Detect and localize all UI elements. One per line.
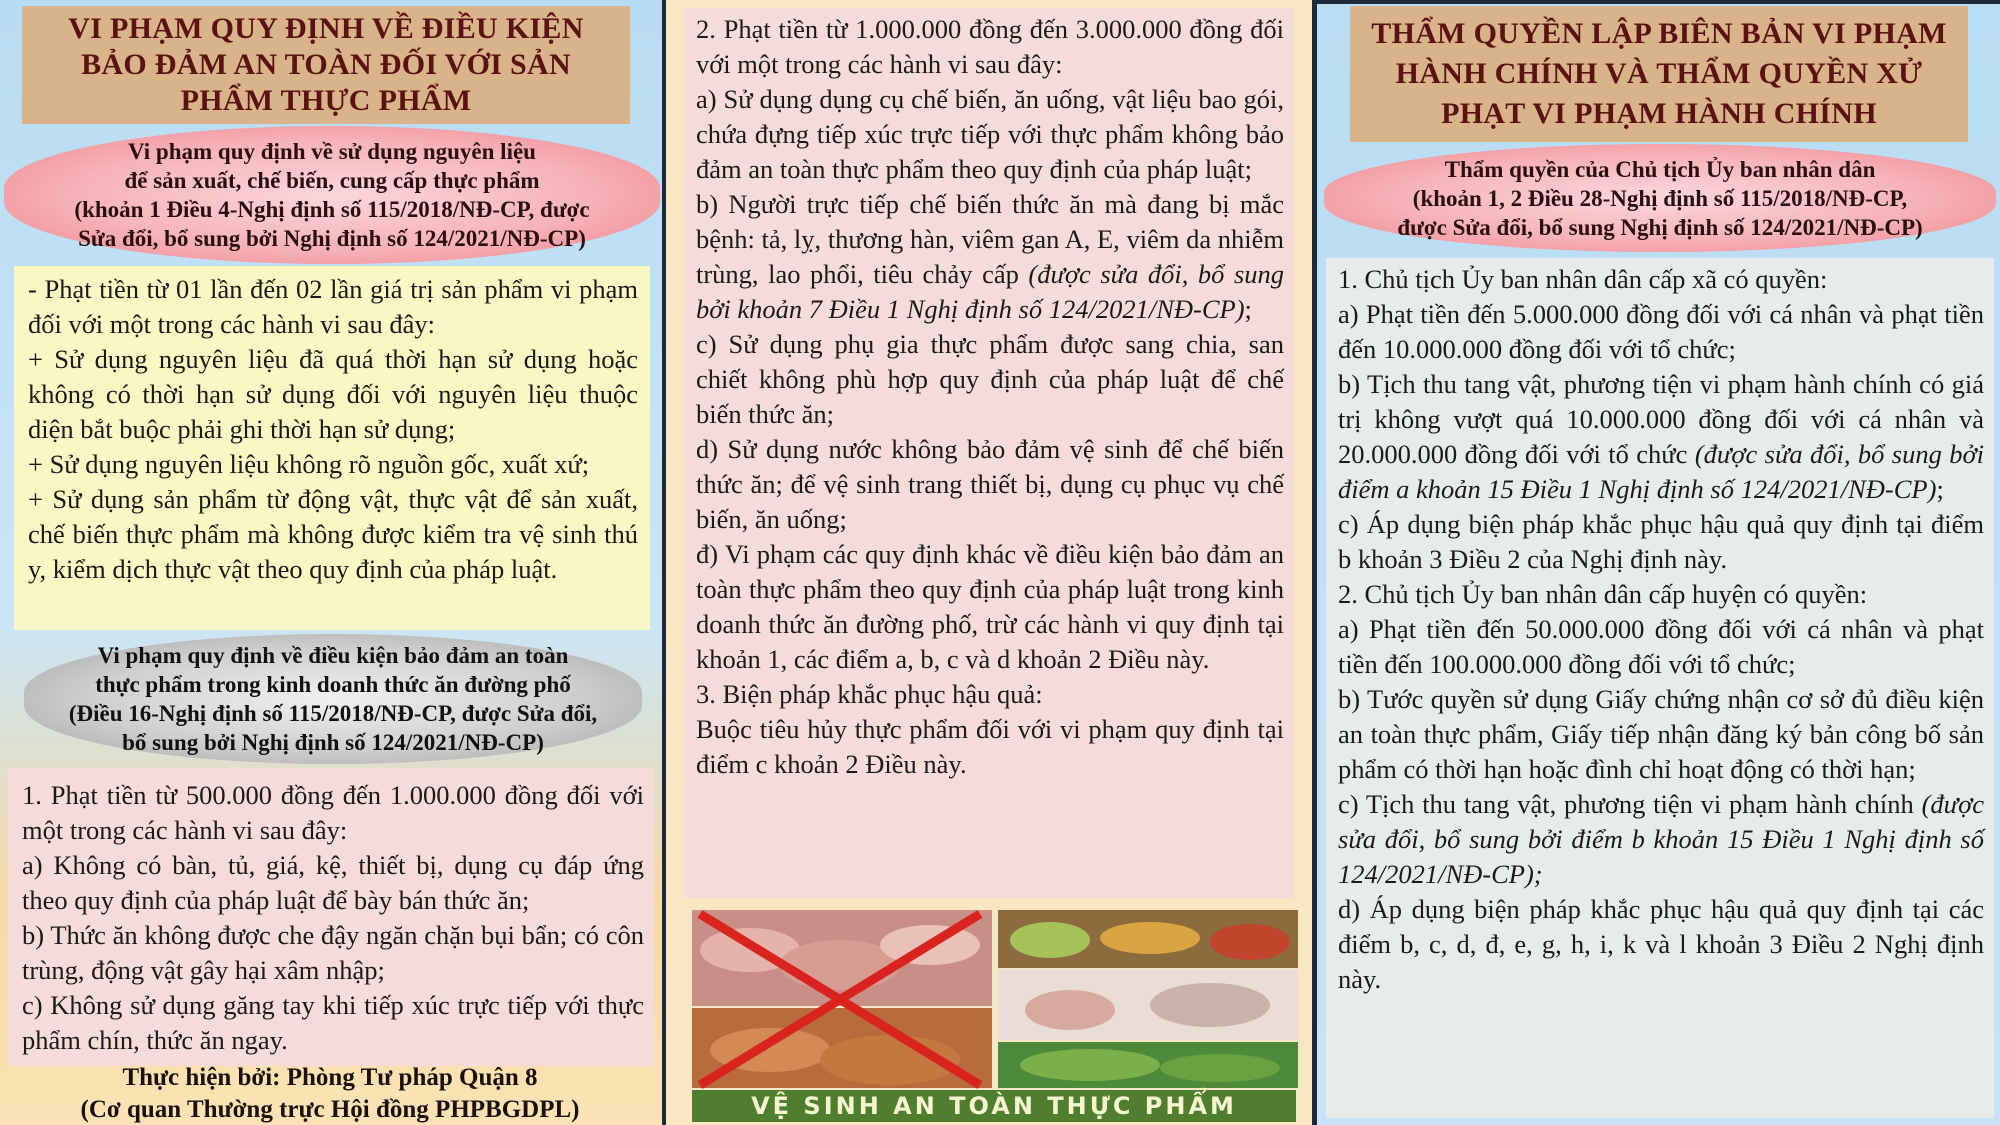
paragraph (1338, 367, 1984, 507)
heading-line: (Điều 16-Nghị định số 115/2018/NĐ-CP, được Sửa đổi, (68, 701, 598, 726)
paragraph: Buộc tiêu hủy thực phẩm đối với vi phạm quy định tại điểm c khoản 2 Điều này. (696, 714, 1284, 779)
paragraph: đ) Vi phạm các quy định khác về điều kiện bảo đảm an toàn thực phẩm theo quy định của pháp luật trong kinh doanh thức ăn đường phố, trừ các hành vi quy định tại khoản 1, các điểm a, b, c và d khoản 2 Điều này. (696, 539, 1284, 674)
heading-line: để sản xuất, chế biến, cung cấp thực phẩm (124, 168, 540, 193)
paragraph: a) Không có bàn, tủ, giá, kệ, thiết bị, dụng cụ đáp ứng theo quy định của pháp luật để bày bán thức ăn; (22, 850, 644, 915)
heading-line: thực phẩm trong kinh doanh thức ăn đường phố (95, 672, 571, 697)
paragraph: 1. Phạt tiền từ 500.000 đồng đến 1.000.000 đồng đối với một trong các hành vi sau đây: (22, 780, 644, 845)
title-line: PHẨM THỰC PHẨM (180, 84, 472, 117)
paragraph: a) Phạt tiền đến 50.000.000 đồng đối với cá nhân và phạt tiền đến 100.000.000 đồng đối với tổ chức; (1338, 614, 1984, 679)
paragraph: c) Không sử dụng găng tay khi tiếp xúc trực tiếp với thực phẩm chín, thức ăn ngay. (22, 990, 644, 1055)
paragraph-text: b) Người trực tiếp chế biến thức ăn mà đang bị mắc bệnh: tả, lỵ, thương hàn, viêm gan A, E, viêm da nhiễm trùng, lao phổi, tiêu chảy cấp (696, 189, 1284, 289)
title-line: HÀNH CHÍNH VÀ THẨM QUYỀN XỬ (1395, 57, 1923, 90)
paragraph: 2. Chủ tịch Ủy ban nhân dân cấp huyện có quyền: (1338, 579, 1868, 609)
paragraph: c) Sử dụng phụ gia thực phẩm được sang chia, san chiết không phù hợp quy định của pháp luật để chế biến thức ăn; (696, 329, 1284, 429)
title-line: BẢO ĐẢM AN TOÀN ĐỐI VỚI SẢN (81, 48, 571, 81)
chairman-authority-text (1326, 258, 1994, 1118)
paragraph-end: ; (1244, 294, 1252, 324)
paragraph: d) Áp dụng biện pháp khắc phục hậu quả quy định tại các điểm b, c, d, đ, e, g, h, i, k và l khoản 3 Điều 2 Nghị định này. (1338, 894, 1984, 994)
paragraph: - Phạt tiền từ 01 lần đến 02 lần giá trị sản phẩm vi phạm đối với một trong các hành vi sau đây: (28, 274, 638, 339)
top-border (1314, 0, 2000, 4)
heading-line: Sửa đổi, bổ sung bởi Nghị định số 124/2021/NĐ-CP) (78, 226, 586, 251)
left-title (22, 6, 630, 124)
heading-line: (khoản 1 Điều 4-Nghị định số 115/2018/NĐ-CP, được (74, 197, 590, 222)
right-title (1350, 6, 1968, 142)
paragraph: b) Thức ăn không được che đậy ngăn chặn bụi bẩn; có côn trùng, động vật gây hại xâm nhập; (22, 920, 644, 985)
section-heading-raw-materials (4, 126, 660, 264)
paragraph: b) Tước quyền sử dụng Giấy chứng nhận cơ sở đủ điều kiện an toàn thực phẩm, Giấy tiếp nhận đăng ký bản công bố sản phẩm có thời hạn hoặc đình chỉ hoạt động có thời hạn; (1338, 684, 1984, 784)
footer (0, 1062, 660, 1125)
paragraph: 1. Chủ tịch Ủy ban nhân dân cấp xã có quyền: (1338, 264, 1828, 294)
paragraph-end: ; (1936, 474, 1944, 504)
paragraph: + Sử dụng nguyên liệu đã quá thời hạn sử dụng hoặc không có thời hạn sử dụng đối với nguyên liệu thuộc diện bắt buộc phải ghi thời hạn sử dụng; (28, 344, 638, 444)
heading-line: Vi phạm quy định về sử dụng nguyên liệu (128, 139, 536, 164)
section-heading-street-food (24, 634, 642, 764)
amendment-note: (được sửa đổi, bổ sung bởi điểm b khoản 15 Điều 1 Nghị định số 124/2021/NĐ-CP); (1338, 789, 1984, 889)
left-panel (0, 0, 664, 1125)
paragraph: 2. Phạt tiền từ 1.000.000 đồng đến 3.000.000 đồng đối với một trong các hành vi sau đây: (696, 14, 1284, 79)
column-divider (1312, 0, 1317, 1125)
street-food-penalties (8, 768, 654, 1066)
heading-line: Vi phạm quy định về điều kiện bảo đảm an toàn (97, 643, 569, 668)
heading-line: Thẩm quyền của Chủ tịch Ủy ban nhân dân (1444, 156, 1876, 182)
title-line: THẨM QUYỀN LẬP BIÊN BẢN VI PHẠM (1371, 17, 1947, 50)
title-line: PHẠT VI PHẠM HÀNH CHÍNH (1441, 97, 1877, 130)
street-food-penalties-continued (684, 8, 1294, 898)
food-safety-banner: VỆ SINH AN TOÀN THỰC PHẨM (692, 1090, 1296, 1122)
amendment-note: (được sửa đổi, bổ sung bởi khoản 7 Điều 1 Nghị định số 124/2021/NĐ-CP) (696, 259, 1285, 324)
paragraph (696, 187, 1284, 327)
section-heading-chairman-authority (1324, 144, 1996, 252)
paragraph: + Sử dụng sản phẩm từ động vật, thực vật để sản xuất, chế biến thực phẩm mà không được kiểm tra vệ sinh thú y, kiểm dịch thực vật theo quy định của pháp luật. (28, 484, 638, 584)
amendment-note: (được sửa đổi, bổ sung bởi điểm a khoản 15 Điều 1 Nghị định số 124/2021/NĐ-CP) (1338, 439, 1984, 504)
right-panel (1316, 0, 2000, 1125)
heading-line: (khoản 1, 2 Điều 28-Nghị định số 115/2018/NĐ-CP, (1412, 185, 1908, 211)
column-divider (662, 0, 666, 1125)
paragraph: c) Áp dụng biện pháp khắc phục hậu quả quy định tại điểm b khoản 3 Điều 2 của Nghị định này. (1338, 509, 1984, 574)
footer-line-1: Thực hiện bởi: Phòng Tư pháp Quận 8 (122, 1064, 538, 1091)
raw-materials-penalties (14, 266, 650, 630)
paragraph: + Sử dụng nguyên liệu không rõ nguồn gốc, xuất xứ; (28, 449, 590, 479)
paragraph: d) Sử dụng nước không bảo đảm vệ sinh để chế biến thức ăn; để vệ sinh trang thiết bị, dụng cụ phục vụ chế biến, ăn uống; (696, 434, 1284, 534)
paragraph-text: b) Tịch thu tang vật, phương tiện vi phạm hành chính có giá trị không vượt quá 10.000.000 đồng đối với cá nhân và 20.000.000 đồng đối với tổ chức (1338, 369, 1984, 469)
paragraph (1338, 787, 1984, 892)
paragraph: a) Phạt tiền đến 5.000.000 đồng đối với cá nhân và phạt tiền đến 10.000.000 đồng đối với tổ chức; (1338, 299, 1984, 364)
title-line: VI PHẠM QUY ĐỊNH VỀ ĐIỀU KIỆN (68, 12, 584, 45)
paragraph-text: c) Tịch thu tang vật, phương tiện vi phạm hành chính (1338, 789, 1922, 819)
footer-line-2: (Cơ quan Thường trực Hội đồng PHPBGDPL) (80, 1096, 580, 1123)
heading-line: bổ sung bởi Nghị định số 124/2021/NĐ-CP) (122, 730, 544, 755)
paragraph: 3. Biện pháp khắc phục hậu quả: (696, 679, 1043, 709)
paragraph: a) Sử dụng dụng cụ chế biến, ăn uống, vật liệu bao gói, chứa đựng tiếp xúc trực tiếp với thực phẩm không bảo đảm an toàn thực phẩm theo quy định của pháp luật; (696, 84, 1284, 184)
heading-line: được Sửa đổi, bổ sung Nghị định số 124/2021/NĐ-CP) (1397, 214, 1923, 240)
